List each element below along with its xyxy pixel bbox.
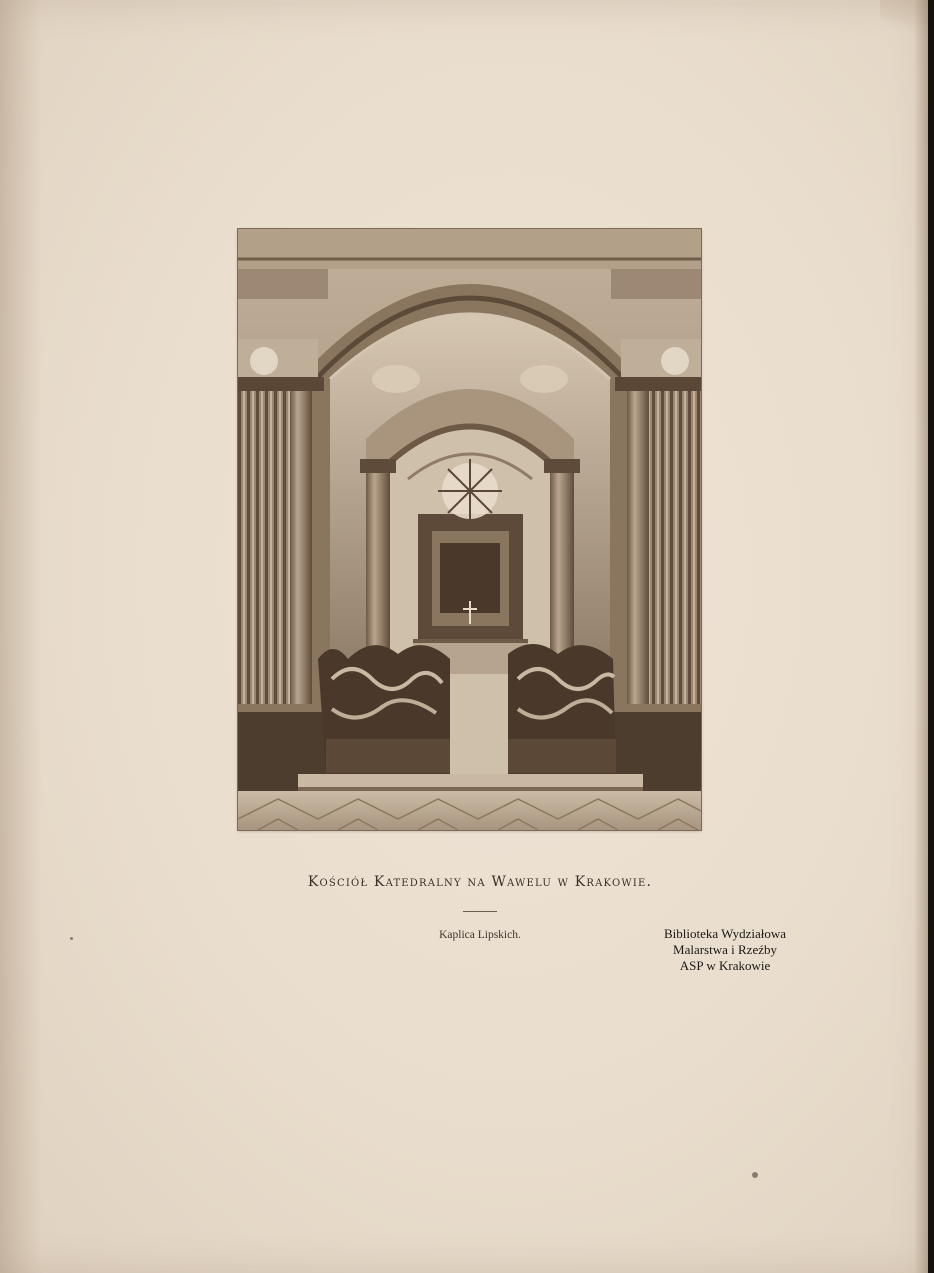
chapel-photograph: [238, 229, 701, 830]
paper-speck: [70, 937, 73, 940]
chapel-photograph-image: [238, 229, 701, 830]
stamp-line-2: Malarstwa i Rzeźby: [673, 942, 777, 957]
stamp-line-1: Biblioteka Wydziałowa: [663, 926, 787, 941]
plate-subtitle: Kaplica Lipskich.: [439, 929, 521, 941]
library-stamp: [650, 926, 800, 974]
page-corner-wear: [880, 0, 928, 40]
plate-title: Kościół Katedralny na Wawelu w Krakowie.: [307, 874, 653, 890]
stamp-line-3: ASP w Krakowie: [679, 958, 771, 973]
paper-speck: [752, 1172, 758, 1178]
title-divider: [463, 911, 497, 912]
page-edge-shadow: [928, 0, 934, 1273]
